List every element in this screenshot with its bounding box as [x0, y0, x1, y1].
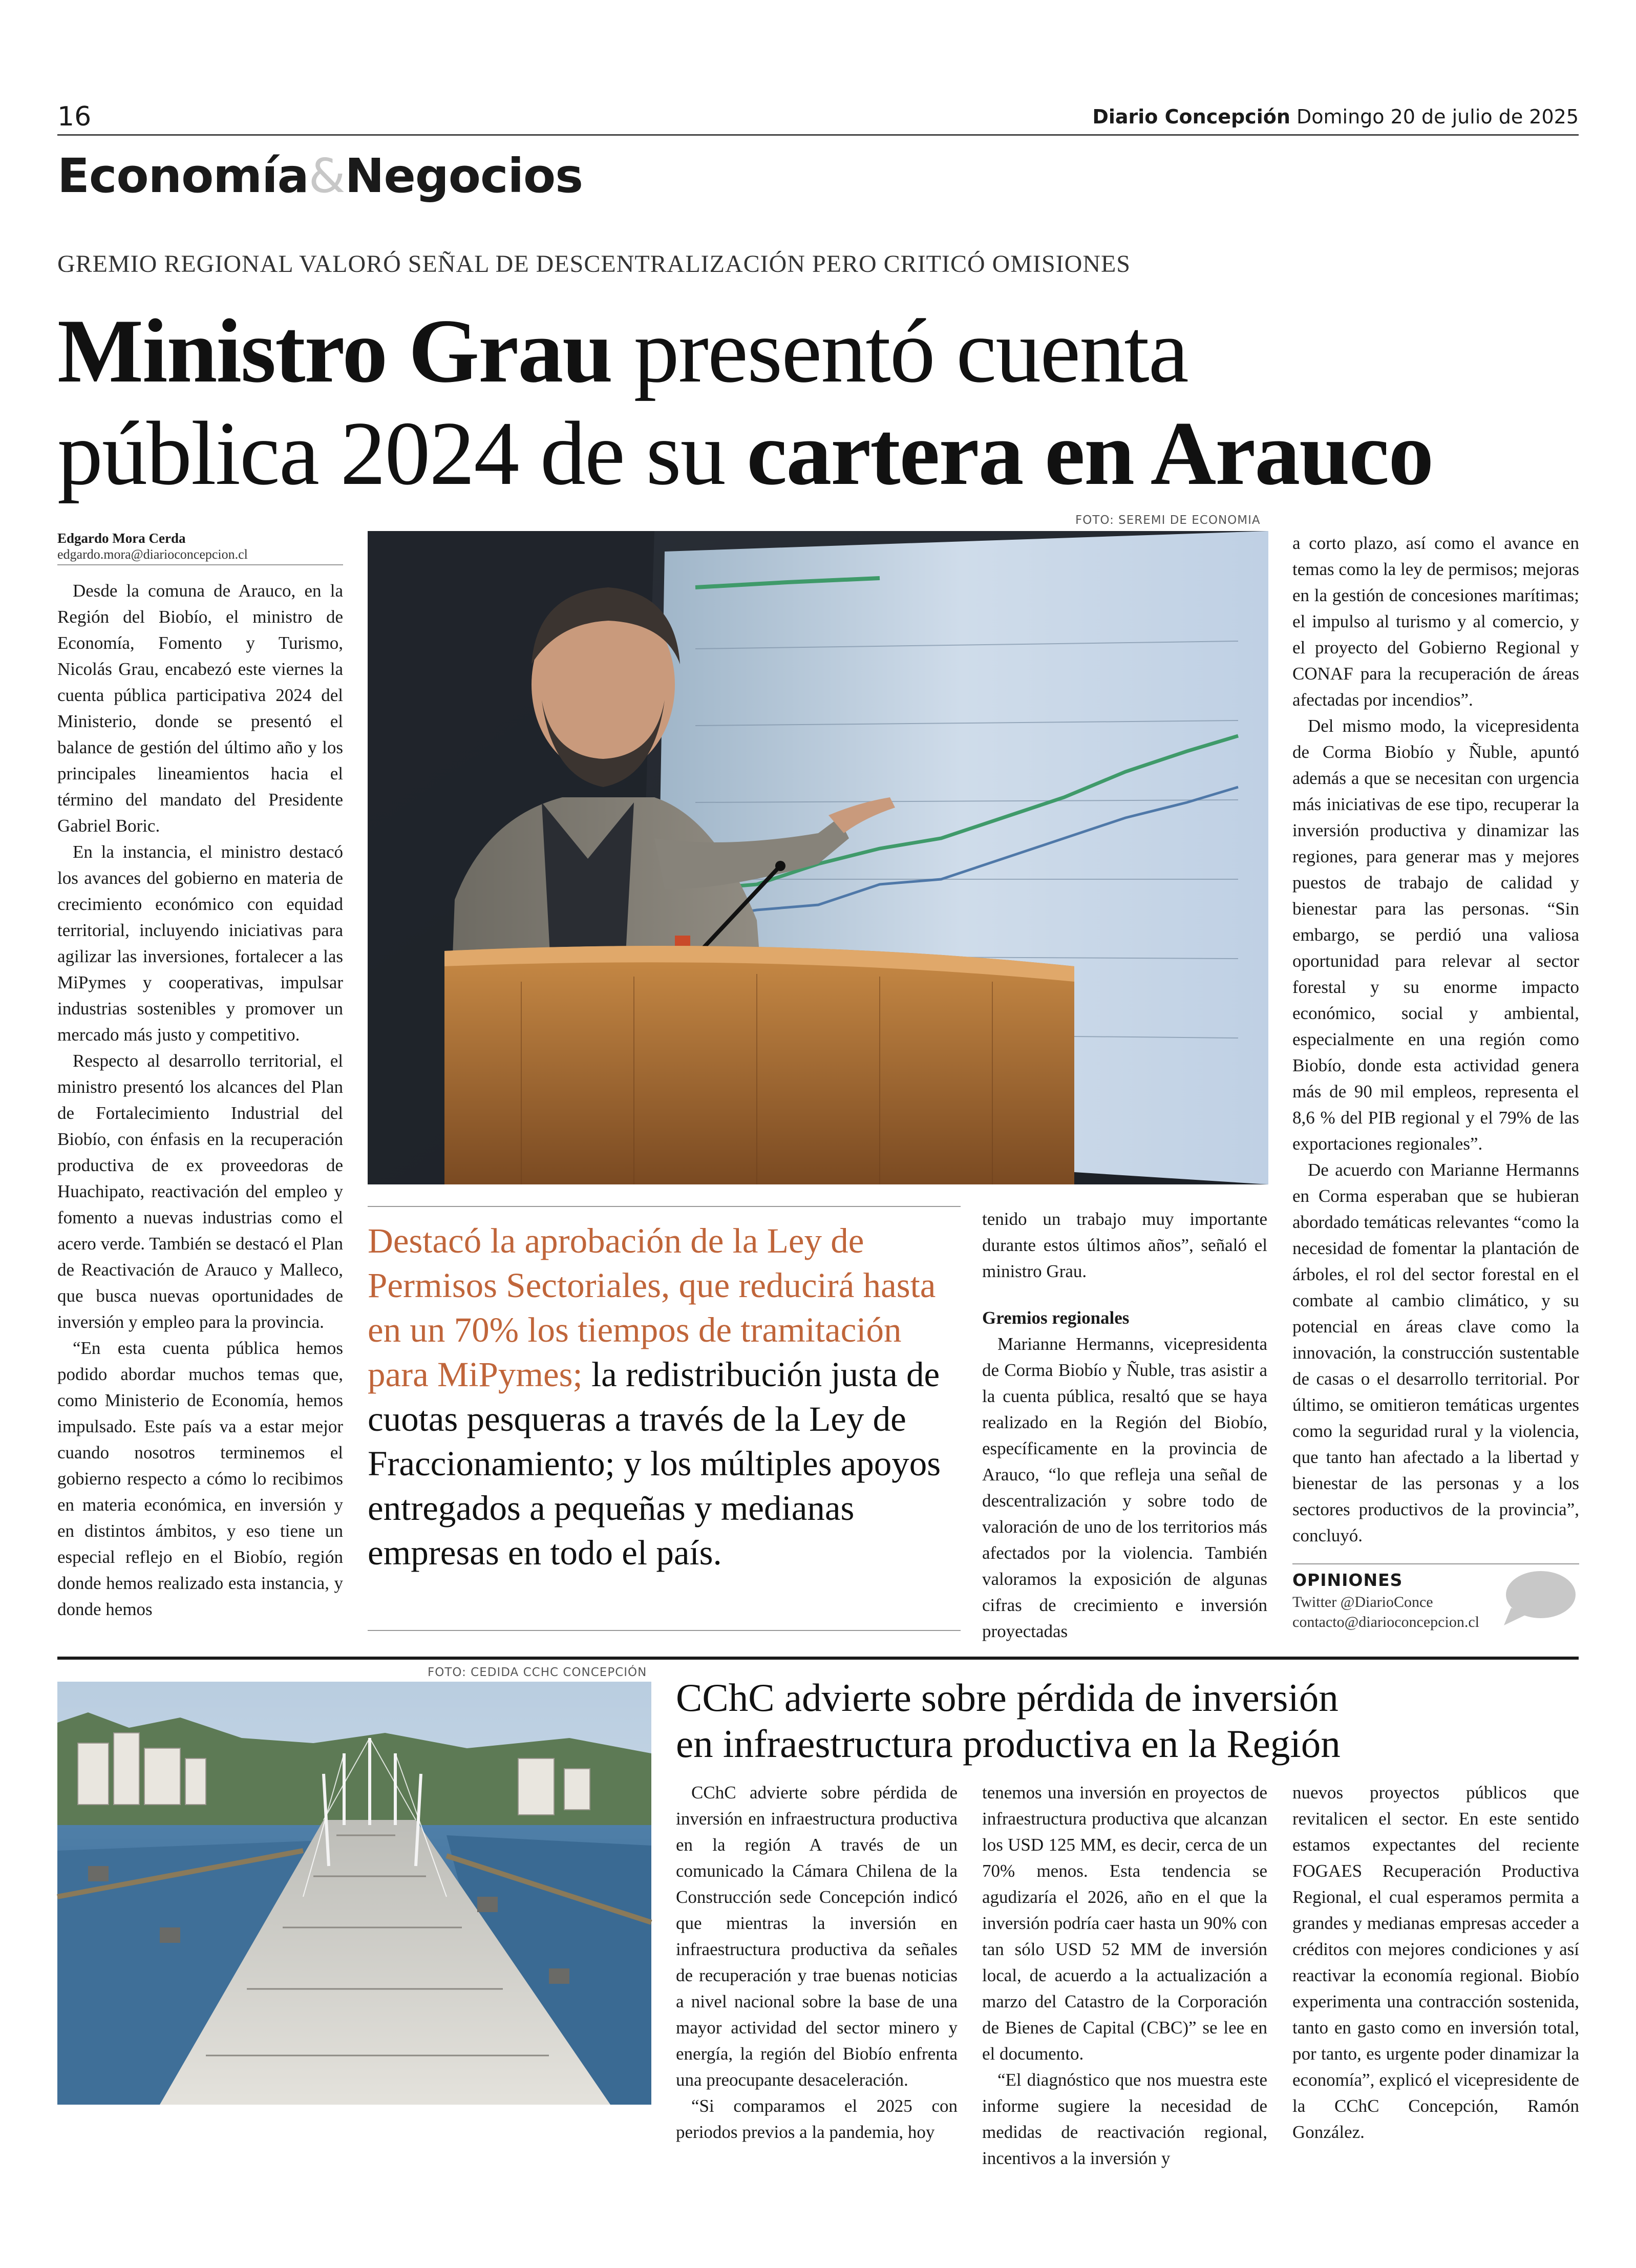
pullquote-highlight: Destacó la aprobación de la Ley de Permisos Sectoriales, que reducirá hasta en un 70% los tiempos de tramitación para MiPymes;: [368, 1221, 936, 1394]
article-paragraph: De acuerdo con Marianne Hermanns en Corma esperaban que se hubieran abordado temáticas relevantes “como la necesidad de fomentar la plantación de árboles, el rol del sector forestal en el combate al cambio climático, y su potencial en áreas clave como la innovación, la construcción sustentable de casas o el desarrollo territorial. Por último, se omitieron temáticas urgentes como la seguridad rural y la violencia, que tanto han afectado a la libertad y bienestar de las personas y a los sectores productivos de la provincia”, concluyó.: [1292, 1160, 1579, 1545]
article-paragraph: CChC advierte sobre pérdida de inversión en infraestructura productiva en la región A través de un comunicado la Cámara Chilena de la Construcción sede Concepción indicó que mientras la inversión en infraestructura productiva da señales de recuperación y trae buenas noticias a nivel nacional sobre la base de una mayor actividad del sector minero y energía, la región del Biobío enfrenta una preocupante desaceleración.: [676, 1783, 958, 2090]
headline-regular-1: presentó cuenta: [612, 300, 1188, 401]
article-paragraph: Respecto al desarrollo territorial, el ministro presentó los alcances del Plan de Fortalecimiento Industrial del Biobío, con énfasis en la recuperación productiva de ex proveedoras de Huachipato, reactivación del empleo y fomento a nuevas industrias como el acero verde. También se destacó el Plan de Reactivación de Arauco y Malleco, que busca nuevas oportunidades de inversión y empleo para la provincia.: [57, 1051, 343, 1332]
headline-regular-2: pública 2024 de su: [57, 402, 747, 504]
section-title-part2: Negocios: [345, 149, 583, 203]
article-paragraph: Desde la comuna de Arauco, en la Región del Biobío, el ministro de Economía, Fomento y Turismo, Nicolás Grau, encabezó este viernes la cuenta pública participativa 2024 del Ministerio, donde se presentó el balance de gestión del último año y los principales lineamientos hacia el término del mandato del Presidente Gabriel Boric.: [57, 581, 343, 836]
article-kicker: GREMIO REGIONAL VALORÓ SEÑAL DE DESCENTRALIZACIÓN PERO CRITICÓ OMISIONES: [57, 250, 1131, 278]
article-column-1: [57, 578, 343, 1630]
photo-credit: FOTO: CEDIDA CCHC CONCEPCIÓN: [428, 1666, 647, 1679]
headline-bold-1: Ministro Grau: [57, 300, 612, 401]
second-headline-line-2: en infraestructura productiva en la Región: [676, 1722, 1341, 1766]
opinions-divider: [1292, 1563, 1579, 1564]
article-paragraph: “Si comparamos el 2025 con periodos previos a la pandemia, hoy: [676, 2096, 958, 2142]
article-paragraph: tenido un trabajo muy importante durante estos últimos años”, señaló el ministro Grau.: [982, 1209, 1267, 1281]
opinions-title: OPINIONES: [1292, 1570, 1403, 1590]
article-subhead: Gremios regionales: [982, 1308, 1130, 1328]
photo-credit: FOTO: SEREMI DE ECONOMIA: [1075, 514, 1261, 527]
article-paragraph: Marianne Hermanns, vicepresidenta de Corma Biobío y Ñuble, tras asistir a la cuenta pública, resaltó que se haya realizado en la Región del Biobío, específicamente en la provincia de Arauco, “lo que refleja una señal de descentralización y sobre todo de valoración de uno de los territorios más afectados por la violencia. También valoramos la exposición de algunas cifras de crecimiento e inversión proyectadas: [982, 1334, 1267, 1641]
second-article-column-1: [676, 1779, 958, 2142]
article-paragraph: “El diagnóstico que nos muestra este informe sugiere la necesidad de medidas de reactivación regional, incentivos a la inversión y: [982, 2070, 1267, 2168]
speech-bubble-icon: [1501, 1568, 1577, 1629]
headline-line-2: [57, 402, 1433, 504]
page-number: 16: [57, 101, 92, 132]
byline-divider: [57, 564, 343, 565]
article-paragraph: nuevos proyectos públicos que revitalicen el sector. En este sentido estamos expectantes del reciente FOGAES Recuperación Productiva Regional, el cual esperamos permita a grandes y medianas empresas acceder a créditos con mejores condiciones y así reactivar la economía regional. Biobío experimenta una contracción sostenida, tanto en gasto como en inversión total, por tanto, es urgente poder dinamizar la economía”, explicó el vicepresidente de la CChC Concepción, Ramón González.: [1292, 1783, 1579, 2142]
header-divider: [57, 134, 1579, 136]
section-title-part1: Economía: [57, 149, 309, 203]
masthead: [1092, 105, 1579, 128]
bridge-construction-photo: [57, 1682, 651, 2105]
section-divider: [57, 1657, 1579, 1660]
second-headline-line-1: CChC advierte sobre pérdida de inversión: [676, 1676, 1338, 1720]
pullquote-divider-top: [368, 1206, 961, 1207]
second-article-column-2: [982, 1779, 1267, 2168]
article-column-2: [982, 1206, 1267, 1641]
pullquote: [368, 1219, 961, 1575]
issue-date: Domingo 20 de julio de 2025: [1297, 105, 1579, 128]
byline-author: Edgardo Mora Cerda: [57, 531, 186, 546]
newspaper-name: Diario Concepción: [1092, 105, 1290, 128]
second-article-column-3: [1292, 1779, 1579, 2142]
pullquote-divider-bottom: [368, 1630, 961, 1631]
article-paragraph: En la instancia, el ministro destacó los avances del gobierno en materia de crecimiento económico con equidad territorial, incluyendo iniciativas para agilizar las inversiones, fortalecer a las MiPymes y cooperativas, impulsar industrias sostenibles y promover un mercado más justo y competitivo.: [57, 842, 343, 1045]
article-column-3: [1292, 530, 1579, 1558]
minister-photo: [368, 531, 1268, 1184]
opinions-twitter[interactable]: Twitter @DiarioConce: [1292, 1594, 1433, 1610]
byline-email: edgardo.mora@diarioconcepcion.cl: [57, 547, 248, 562]
opinions-email[interactable]: contacto@diarioconcepcion.cl: [1292, 1614, 1479, 1630]
section-title-ampersand: &: [308, 149, 345, 203]
article-paragraph: “En esta cuenta pública hemos podido abordar muchos temas que, como Ministerio de Economía, hemos impulsado. Este país va a estar mejor cuando nosotros terminemos el gobierno respecto a cómo lo recibimos en materia económica, en inversión y en distintos ámbitos, y eso tiene un especial reflejo en el Biobío, región donde hemos realizado esta instancia, y donde hemos: [57, 1338, 343, 1619]
headline-bold-2: cartera en Arauco: [747, 402, 1433, 504]
article-paragraph: Del mismo modo, la vicepresidenta de Corma Biobío y Ñuble, apuntó además a que se necesitan con urgencia más iniciativas de ese tipo, recuperar la inversión productiva y dinamizar las regiones, para generar mas y mejores puestos de trabajo de calidad y bienestar para las personas. “Sin embargo, se perdió una valiosa oportunidad para relevar al sector forestal y su enorme impacto económico, social y ambiental, especialmente en una región como Biobío, donde esta actividad genera más de 90 mil empleos, representa el 8,6 % del PIB regional y el 79% de las exportaciones regionales”.: [1292, 716, 1579, 1154]
article-paragraph: a corto plazo, así como el avance en temas como la ley de permisos; mejoras en la gestión de concesiones marítimas; el impulso al turismo y al comercio, y el proyecto del Gobierno Regional y CONAF para la recuperación de áreas afectadas por incendios”.: [1292, 533, 1579, 710]
section-title: [57, 149, 583, 203]
article-paragraph: tenemos una inversión en proyectos de infraestructura productiva que alcanzan los USD 125 MM, es decir, cerca de un 70% menos. Esta tendencia se agudizaría el 2026, año en el que la inversión podría caer hasta un 90% con tan sólo USD 52 MM de inversión local, de acuerdo a la actualización a marzo del Catastro de la Corporación de Bienes de Capital (CBC)” se lee en el documento.: [982, 1783, 1267, 2064]
headline-line-1: [57, 302, 1188, 399]
pullquote-rest: la redistribución justa de cuotas pesqueras a través de la Ley de Fraccionamiento; y los múltiples apoyos entregados a pequeñas y medianas empresas en todo el país.: [368, 1355, 941, 1572]
